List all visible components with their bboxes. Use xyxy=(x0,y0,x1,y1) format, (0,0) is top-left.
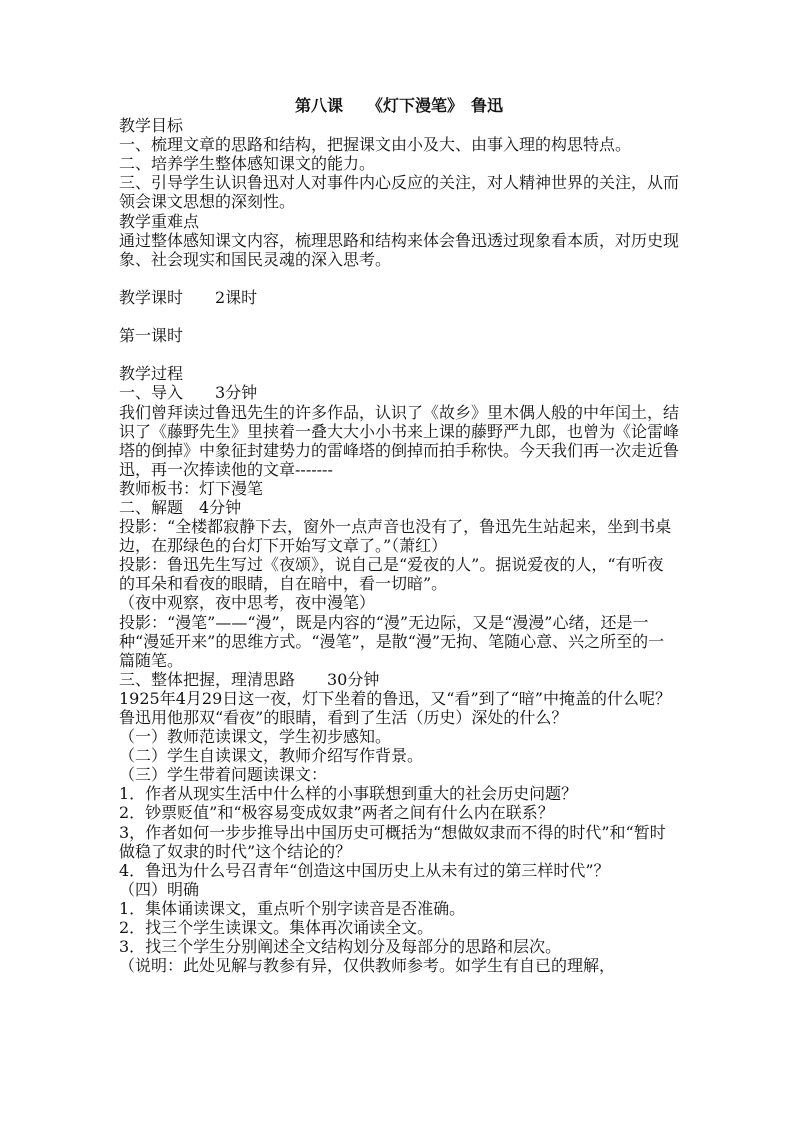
text-line: 教学课时 2课时 xyxy=(119,287,258,307)
text-line: 通过整体感知课文内容，梳理思路和结构来体会鲁迅透过现象看本质，对历史现象、社会现实和国民灵魂的深入思考。 xyxy=(119,230,680,269)
text-line: 1．作者从现实生活中什么样的小事联想到重大的社会历史问题？ xyxy=(119,784,578,804)
document-body xyxy=(119,116,679,975)
text-line: 1．集体诵读课文，重点听个别字读音是否准确。 xyxy=(119,898,466,918)
text-line: 教学过程 xyxy=(119,364,184,384)
text-line: （四）明确 xyxy=(119,879,200,899)
text-line: 投影：“全楼都寂静下去，窗外一点声音也没有了，鲁迅先生站起来，坐到书桌边，在那绿色的台灯下开始写文章了。”（萧红） xyxy=(119,517,672,556)
text-line: （二）学生自读课文，教师介绍写作背景。 xyxy=(119,746,424,766)
blank-line xyxy=(119,345,679,364)
text-line: 2．找三个学生读课文。集体再次诵读全文。 xyxy=(119,918,434,938)
text-line: 三、引导学生认识鲁迅对人对事件内心反应的关注，对人精神世界的关注，从而领会课文思想的深刻性。 xyxy=(119,173,680,212)
text-line: （一）教师范读课文，学生初步感知。 xyxy=(119,727,392,747)
text-line: （说明：此处见解与教参有异，仅供教师参考。如学生有自已的理解， xyxy=(119,956,616,976)
text-line: 2．钞票贬值”和“极容易变成奴隶”两者之间有什么内在联系？ xyxy=(119,803,554,823)
text-line: 第一课时 xyxy=(119,326,184,346)
lesson-title: 第八课 《灯下漫笔》 鲁迅 xyxy=(294,96,503,115)
text-line: 三、整体把握，理清思路 30分钟 xyxy=(119,669,380,689)
document-page xyxy=(119,96,679,975)
text-line: 4．鲁迅为什么号召青年“创造这中国历史上从未有过的第三样时代”？ xyxy=(119,860,610,880)
text-line: 教学重难点 xyxy=(119,211,200,231)
text-line: 3．找三个学生分别阐述全文结构划分及每部分的思路和层次。 xyxy=(119,937,562,957)
text-line: 二、培养学生整体感知课文的能力。 xyxy=(119,154,376,174)
text-line: 教学目标 xyxy=(119,116,184,136)
text-line: 教师板书：灯下漫笔 xyxy=(119,478,264,498)
text-line: 一、梳理文章的思路和结构，把握课文由小及大、由事入理的构思特点。 xyxy=(119,135,632,155)
text-line: 一、导入 3分钟 xyxy=(119,383,258,403)
text-line: 我们曾拜读过鲁迅先生的许多作品，认识了《故乡》里木偶人般的中年闰土，结识了《藤野先生》里挟着一叠大大小小书来上课的藤野严九郎，也曾为《论雷峰塔的倒掉》中象征封建势力的雷峰塔的倒掉而拍手称快。今天我们再一次走近鲁迅，再一次捧读他的文章------- xyxy=(119,402,680,479)
text-line: 1925年4月29日这一夜，灯下坐着的鲁迅，又“看”到了“暗”中掩盖的什么呢？鲁迅用他那双“看夜”的眼睛，看到了生活（历史）深处的什么？ xyxy=(119,688,671,727)
blank-line xyxy=(119,307,679,326)
text-line: 投影：“漫笔”——“漫”，既是内容的“漫”无边际，又是“漫漫”心绪，还是一种“漫延开来”的思维方式。“漫笔”，是散“漫”无拘、笔随心意、兴之所至的一篇随笔。 xyxy=(119,612,665,670)
text-line: （夜中观察，夜中思考，夜中漫笔） xyxy=(119,593,376,613)
text-line: （三）学生带着问题读课文： xyxy=(119,765,328,785)
text-line: 3，作者如何一步步推导出中国历史可概括为“想做奴隶而不得的时代”和“暂时做稳了奴隶的时代”这个结论的？ xyxy=(119,822,666,861)
text-line: 投影：鲁迅先生写过《夜颂》，说自己是“爱夜的人”。据说爱夜的人，“有听夜的耳朵和看夜的眼睛，自在暗中，看一切暗”。 xyxy=(119,555,664,594)
blank-line xyxy=(119,269,679,288)
text-line: 二、解题 4分钟 xyxy=(119,497,242,517)
